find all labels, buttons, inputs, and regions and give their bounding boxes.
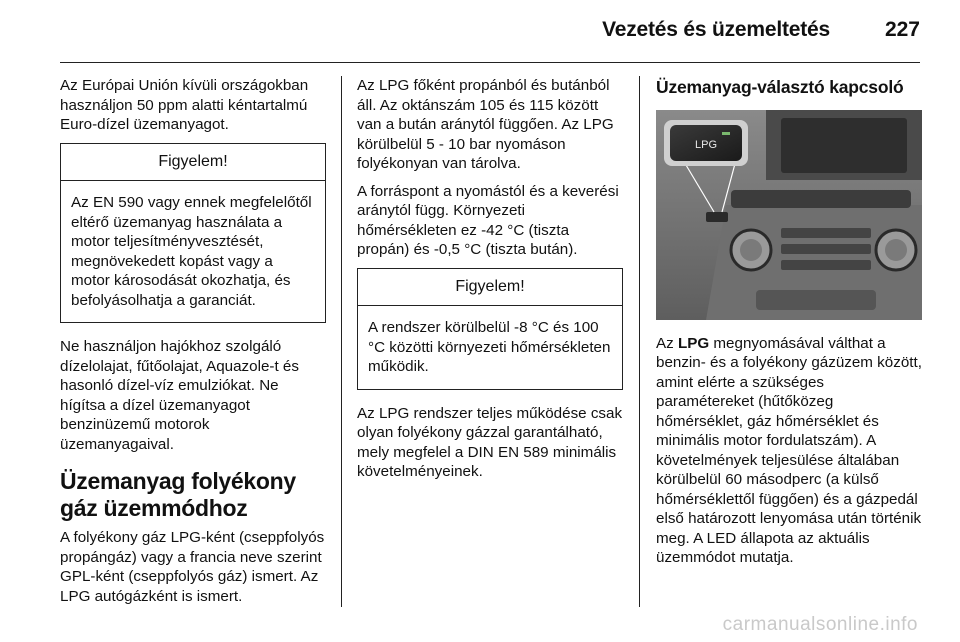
warning-title: Figyelem!	[61, 144, 325, 182]
lpg-bold-label: LPG	[677, 334, 710, 352]
warning-box-diesel	[60, 143, 326, 324]
page-number: 227	[884, 18, 920, 41]
section-title: Üzemanyag folyékony gáz üzemmódhoz	[60, 468, 296, 521]
column-1	[60, 76, 326, 614]
warning-box-temperature	[357, 268, 623, 390]
lpg-switch-paragraph	[656, 334, 922, 568]
para-prefix: Az	[656, 334, 678, 352]
diesel-paragraph: Ne használjon hajókhoz szolgáló dízelolajat, fűtőolajat, Aquazole-t és hasonló dízel-víz emulziókat. Ne hígítsa a dízel üzemanyagot benzinüzemű motorok üzemanyagaival.	[60, 338, 299, 453]
column-divider-1	[341, 76, 342, 607]
column-divider-2	[639, 76, 640, 607]
warning-body: A rendszer körülbelül -8 °C és 100 °C közötti környezeti hőmérsékleten működik.	[368, 319, 611, 375]
column-3	[656, 76, 922, 576]
watermark: carmanualsonline.info	[722, 614, 918, 635]
led-indicator	[722, 132, 730, 135]
lpg-button-label: LPG	[694, 138, 718, 151]
boiling-point-paragraph: A forráspont a nyomástól és a keverési aránytól függ. Környezeti hőmérsékleten ez -42 °C (tiszta propán) és -0,5 °C (tiszta bután).	[357, 182, 619, 258]
header-rule	[60, 62, 920, 63]
para-rest: megnyomásával válthat a benzin- és a folyékony gázüzem között, amint elérte a szükséges paramétereket (hűtőközeg hőmérséklet, gáz hőmérséklet és minimális motor fordulatszám). A követelmények teljesülése általában körülbelül 60 másodperc (a külső hőmérséklettől függően) és a gázpedál első határozott lenyomása után történik meg. A LED állapota az aktuális üzemmódot mutatja.	[656, 334, 922, 566]
running-header-title: Vezetés és üzemeltetés	[602, 18, 830, 41]
column-2	[357, 76, 623, 490]
lpg-composition-paragraph: Az LPG főként propánból és butánból áll. Az oktánszám 105 és 115 között van a bután aránytól függően. Az LPG körülbelül 5 - 10 bar nyomáson folyékonyan van tárolva.	[357, 77, 614, 172]
lpg-standard-paragraph: Az LPG rendszer teljes működése csak olyan folyékony gázzal garantálható, mely megfelel a DIN EN 589 minimális követelményeinek.	[357, 404, 623, 480]
subheading: Üzemanyag-választó kapcsoló	[656, 77, 904, 97]
intro-paragraph: Az Európai Unión kívüli országokban használjon 50 ppm alatti kéntartalmú Euro-dízel üzemanyagot.	[60, 77, 309, 133]
warning-body: Az EN 590 vagy ennek megfelelőtől eltérő üzemanyag használata a motor teljesítményvesztését, megnövekedett kopást vagy a motor károsodását okozhatja, és befolyásolhatja a garanciát.	[71, 194, 312, 309]
warning-title: Figyelem!	[358, 269, 622, 307]
lpg-switch-small	[706, 212, 728, 222]
lpg-switch-photo	[656, 110, 922, 320]
lpg-intro-paragraph: A folyékony gáz LPG-ként (cseppfolyós propángáz) vagy a francia neve szerint GPL-ként (cseppfolyós gáz) ismert. Az LPG autógázként is ismert.	[60, 529, 325, 605]
